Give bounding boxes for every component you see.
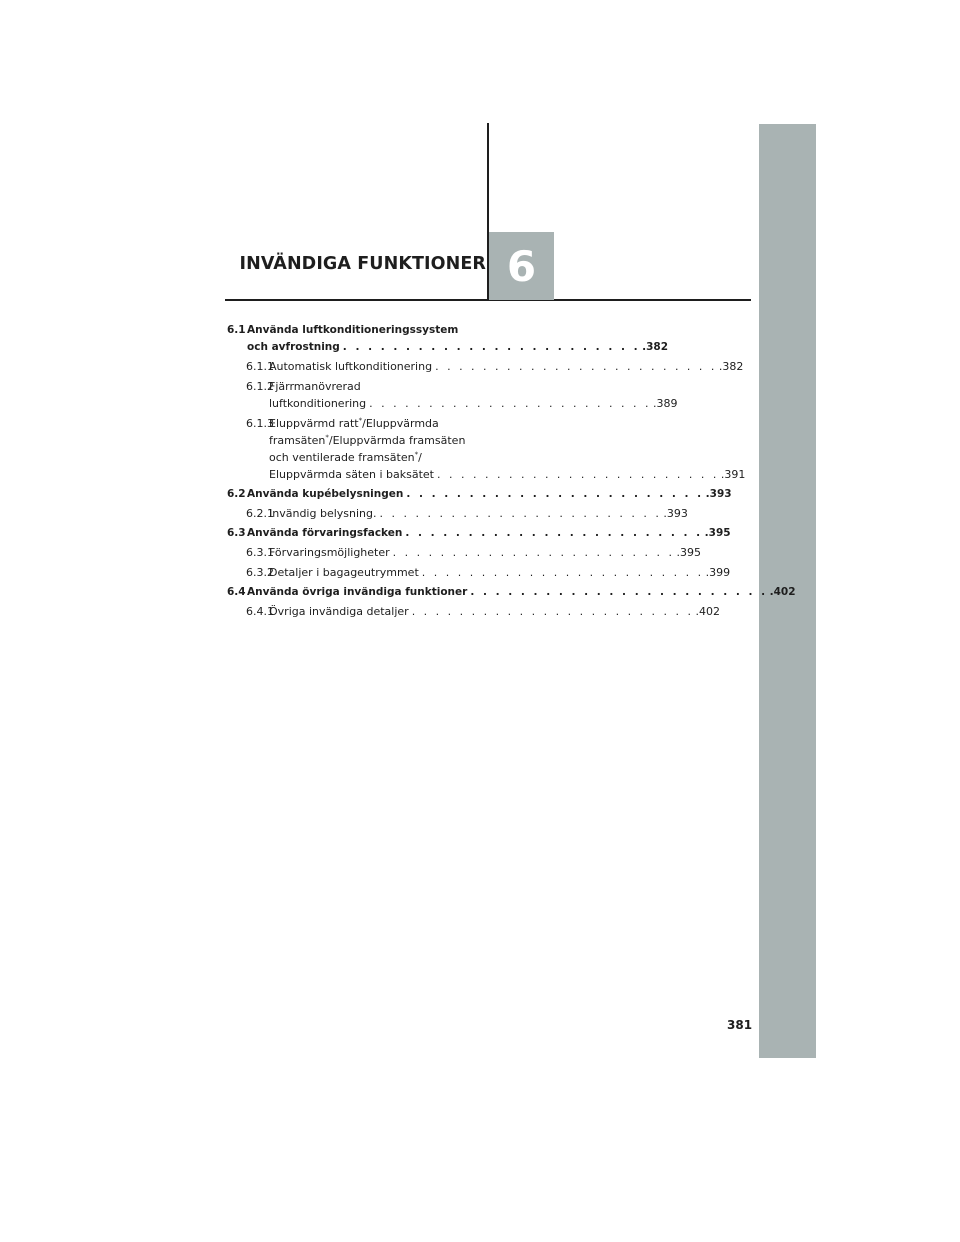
- toc-subsection-title: Invändig belysning.: [269, 507, 377, 520]
- toc-page-ref: .395: [704, 527, 731, 539]
- toc-subsection-number: 6.4.1: [246, 605, 274, 618]
- toc-section-number: 6.2: [227, 488, 246, 500]
- header-horizontal-rule: [225, 299, 751, 301]
- toc-subsection-number: 6.1.3: [246, 417, 274, 430]
- toc-text: framsäten: [269, 434, 326, 447]
- toc-text: /Eluppvärmda: [362, 417, 439, 430]
- toc-section-6-3[interactable]: [227, 525, 731, 542]
- table-of-contents: [227, 322, 796, 623]
- toc-section-number: 6.1: [227, 324, 246, 336]
- toc-page-ref: .391: [720, 468, 746, 481]
- toc-leader-dots: . . . . . . . . . . . . . . . . . . . . . . . .: [421, 566, 704, 579]
- toc-subsection-title-line3: [269, 449, 467, 466]
- toc-page-ref: .402: [695, 605, 721, 618]
- toc-subsection-number: 6.1.1: [246, 360, 274, 373]
- toc-subsection-title-line1: Fjärrmanövrerad: [269, 380, 361, 393]
- toc-subsection-title-line2: luftkonditionering: [269, 397, 367, 410]
- toc-leader-dots: . . . . . . . . . . . . . . . . . . . . . . . .: [470, 586, 768, 598]
- toc-leader-dots: . . . . . . . . . . . . . . . . . . . . . . . .: [369, 397, 651, 410]
- toc-section-6-2[interactable]: [227, 486, 732, 503]
- toc-section-title: Använda förvaringsfacken: [247, 527, 403, 539]
- toc-leader-dots: . . . . . . . . . . . . . . . . . . . . . . . .: [392, 546, 675, 559]
- toc-subsection-title-line2: [269, 432, 467, 449]
- toc-subsection-6-1-3[interactable]: [227, 415, 746, 483]
- toc-leader-dots: . . . . . . . . . . . . . . . . . . . . . . . .: [405, 527, 703, 539]
- page-number: 381: [727, 1018, 753, 1032]
- toc-text: och ventilerade framsäten: [269, 451, 415, 464]
- chapter-number: 6: [506, 241, 537, 291]
- toc-subsection-number: 6.3.1: [246, 546, 274, 559]
- toc-section-title-line2: och avfrostning: [247, 341, 340, 353]
- toc-page-ref: .393: [663, 507, 688, 520]
- toc-subsection-number: 6.2.1: [246, 507, 274, 520]
- toc-leader-dots: . . . . . . . . . . . . . . . . . . . . . . . .: [406, 488, 704, 500]
- toc-subsection-6-1-2[interactable]: [227, 378, 678, 412]
- footnote-mark: *: [414, 450, 419, 459]
- toc-subsection-number: 6.3.2: [246, 566, 274, 579]
- chapter-number-box: [489, 232, 554, 300]
- chapter-title: INVÄNDIGA FUNKTIONER: [239, 254, 486, 274]
- toc-page-ref: .382: [642, 341, 669, 353]
- toc-subsection-title: Övriga invändiga detaljer: [269, 605, 409, 618]
- toc-subsection-title-line1: [269, 415, 467, 432]
- toc-text: Eluppvärmd ratt: [269, 417, 359, 430]
- toc-subsection-title: Förvaringsmöjligheter: [269, 546, 390, 559]
- toc-section-title: Använda kupébelysningen: [247, 488, 404, 500]
- toc-subsection-title: Detaljer i bagageutrymmet: [269, 566, 419, 579]
- toc-page-ref: .399: [705, 566, 731, 579]
- toc-section-title: Använda övriga invändiga funktioner: [247, 586, 468, 598]
- toc-text: /: [418, 451, 422, 464]
- toc-text: /Eluppvärmda framsäten: [328, 434, 466, 447]
- toc-leader-dots: . . . . . . . . . . . . . . . . . . . . . . . .: [411, 605, 694, 618]
- toc-subsection-number: 6.1.2: [246, 380, 274, 393]
- toc-page-ref: .382: [718, 360, 744, 373]
- toc-section-6-1[interactable]: [227, 322, 669, 356]
- toc-subsection-title: Automatisk luftkonditionering: [269, 360, 433, 373]
- toc-leader-dots: . . . . . . . . . . . . . . . . . . . . . . . .: [379, 507, 662, 520]
- toc-section-number: 6.3: [227, 527, 246, 539]
- toc-page-ref: .402: [769, 586, 796, 598]
- toc-page-ref: .395: [676, 546, 701, 559]
- toc-subsection-6-1-1[interactable]: [227, 358, 744, 375]
- toc-page-ref: .393: [705, 488, 732, 500]
- footnote-mark: *: [325, 433, 329, 442]
- toc-page-ref: .389: [652, 397, 678, 410]
- toc-subsection-6-2-1[interactable]: [227, 505, 688, 522]
- toc-subsection-title-line4: Eluppvärmda säten i baksätet: [269, 468, 434, 481]
- toc-section-title-line1: Använda luftkonditioneringssystem: [247, 324, 459, 336]
- toc-section-6-4[interactable]: [227, 584, 796, 601]
- toc-leader-dots: . . . . . . . . . . . . . . . . . . . . . . . .: [437, 468, 719, 481]
- toc-leader-dots: . . . . . . . . . . . . . . . . . . . . . . . .: [342, 341, 641, 353]
- footnote-mark: *: [358, 416, 363, 425]
- toc-subsection-6-3-1[interactable]: [227, 544, 701, 561]
- toc-leader-dots: . . . . . . . . . . . . . . . . . . . . . . . .: [435, 360, 717, 373]
- toc-subsection-6-3-2[interactable]: [227, 564, 731, 581]
- toc-section-number: 6.4: [227, 586, 246, 598]
- toc-subsection-6-4-1[interactable]: [227, 603, 721, 620]
